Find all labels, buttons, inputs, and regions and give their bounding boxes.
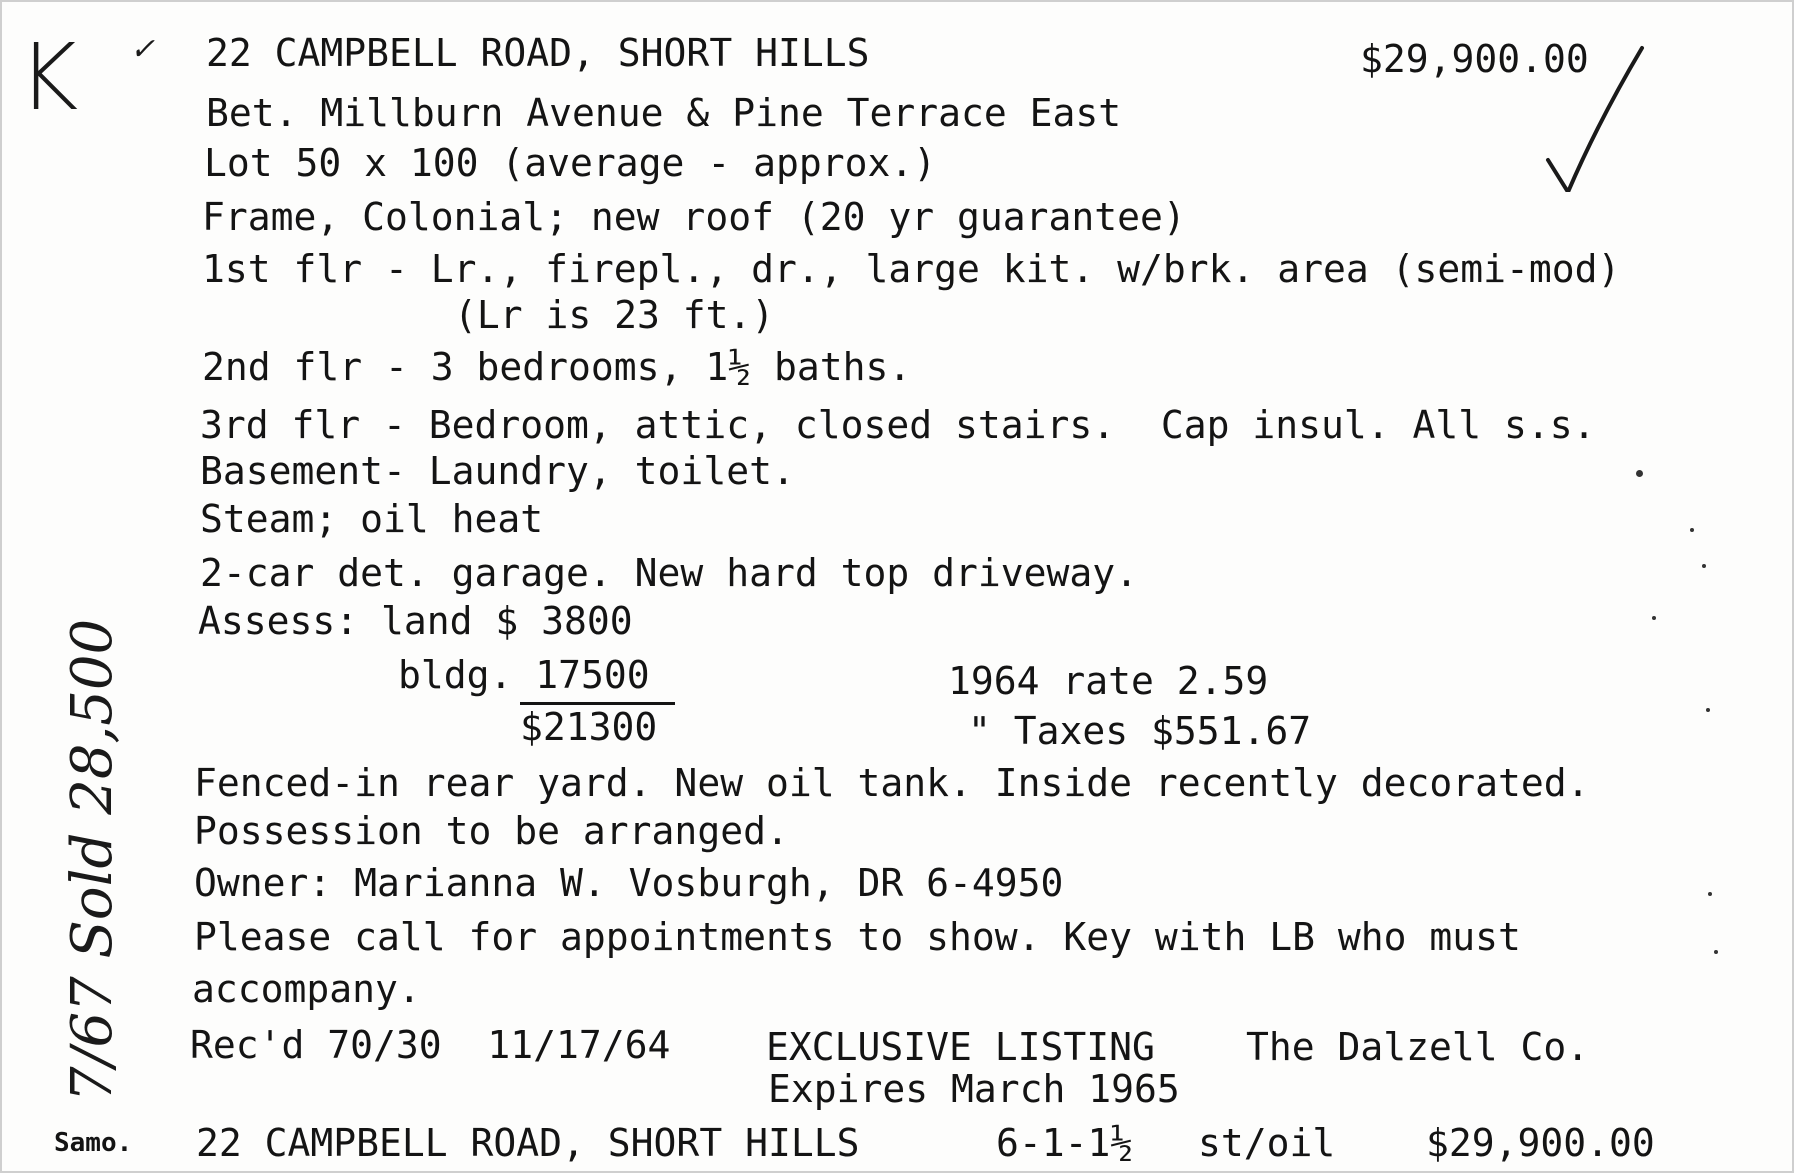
heat-line: Steam; oil heat	[200, 497, 544, 541]
taxes-line: " Taxes $551.67	[968, 709, 1312, 753]
assess-bldg-line: bldg. 17500	[398, 653, 650, 697]
first-floor-note: (Lr is 23 ft.)	[454, 293, 775, 337]
tax-rate-line: 1964 rate 2.59	[948, 659, 1269, 703]
price-heading: $29,900.00	[1360, 37, 1589, 81]
received-line: Rec'd 70/30 11/17/64	[190, 1023, 671, 1067]
bottom-heat: st/oil	[1198, 1121, 1336, 1165]
address-heading: 22 CAMPBELL ROAD, SHORT HILLS	[206, 31, 870, 75]
bottom-prefix: Samo.	[54, 1128, 133, 1158]
construction-line: Frame, Colonial; new roof (20 yr guarantee)	[202, 195, 1186, 239]
check-mark-icon	[1538, 42, 1648, 192]
basement-line: Basement- Laundry, toilet.	[200, 449, 795, 493]
accompany-line: accompany.	[192, 967, 421, 1011]
owner-line: Owner: Marianna W. Vosburgh, DR 6-4950	[194, 861, 1064, 905]
yard-line: Fenced-in rear yard. New oil tank. Inside recently decorated.	[194, 761, 1590, 805]
speck	[1690, 528, 1694, 532]
third-floor-line: 3rd flr - Bedroom, attic, closed stairs. Cap insul. All s.s.	[200, 403, 1596, 447]
lot-line: Lot 50 x 100 (average - approx.)	[204, 141, 937, 185]
speck	[1652, 616, 1656, 620]
speck	[1708, 892, 1712, 896]
margin-tick: ✓	[130, 32, 156, 67]
bottom-address: 22 CAMPBELL ROAD, SHORT HILLS	[196, 1121, 860, 1165]
bottom-rooms: 6-1-1½	[996, 1121, 1134, 1165]
first-floor-line: 1st flr - Lr., firepl., dr., large kit. w/brk. area (semi-mod)	[202, 247, 1621, 291]
assess-land-line: Assess: land $ 3800	[198, 599, 633, 643]
appointments-line: Please call for appointments to show. Key with LB who must	[194, 915, 1521, 959]
margin-letter-k: K	[18, 24, 79, 131]
exclusive-listing: EXCLUSIVE LISTING	[766, 1025, 1155, 1069]
company-name: The Dalzell Co.	[1246, 1025, 1590, 1069]
speck	[1702, 564, 1706, 568]
possession-line: Possession to be arranged.	[194, 809, 789, 853]
speck	[1636, 470, 1643, 477]
assess-total-line: $21300	[520, 705, 658, 749]
speck	[1714, 950, 1718, 954]
handwritten-sale-note: 7/67 Sold 28,500	[60, 618, 125, 1102]
garage-line: 2-car det. garage. New hard top driveway.	[200, 551, 1138, 595]
location-line: Bet. Millburn Avenue & Pine Terrace East	[206, 91, 1122, 135]
speck	[1706, 708, 1710, 712]
bottom-price: $29,900.00	[1426, 1121, 1655, 1165]
second-floor-line: 2nd flr - 3 bedrooms, 1½ baths.	[202, 345, 912, 389]
expires-line: Expires March 1965	[768, 1067, 1180, 1111]
